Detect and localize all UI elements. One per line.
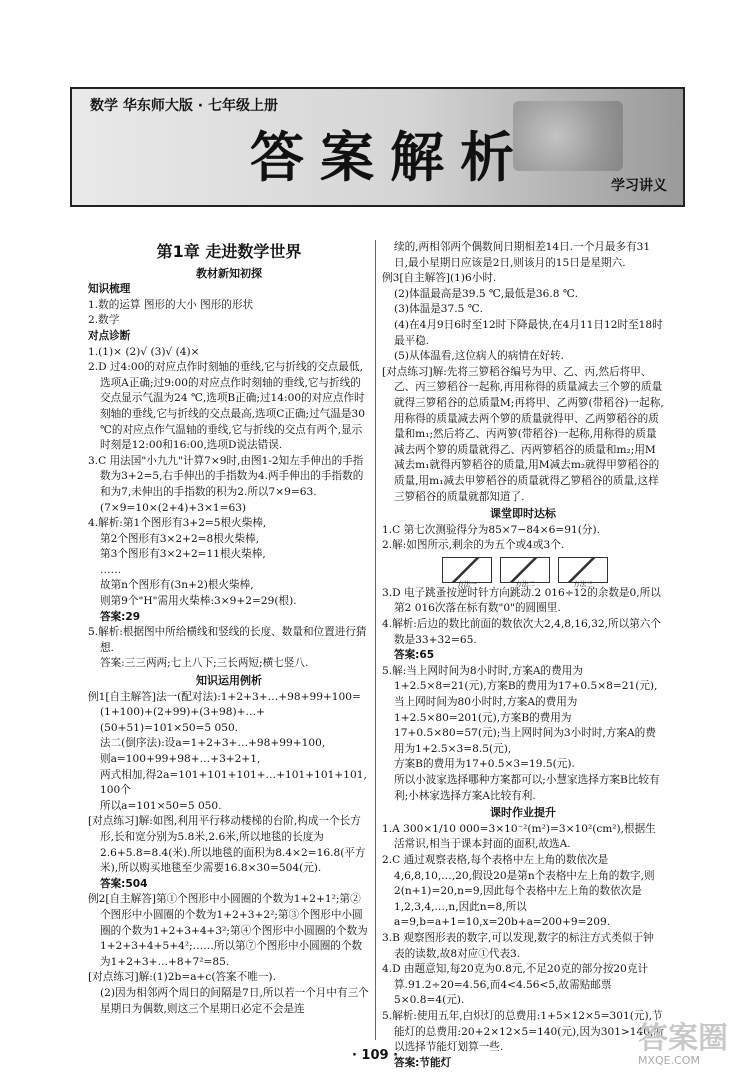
text-block [88,282,370,672]
text-block [382,523,664,554]
text-line: [对点练习]解:先将三箩稻谷编号为甲、乙、丙,然后将甲、乙、丙三箩稻谷一起称,再用称得的质量减去三个箩的质量就得三箩稻谷的总质量M;再将甲、乙两箩(带稻谷)一起称,用称得的质量减去两个箩的质量就得甲、乙两箩稻谷的质量和m₁;然后将乙、丙两箩(带稻谷)一起称,用称得的质量减去两个箩的质量就得乙、丙两箩稻谷的质量和m₂;用M减去m₁就得丙箩稻谷的质量,用M减去m₂就得甲箩稻谷的质量,用m₁减去甲箩稻谷的质量就得乙箩稻谷的质量,这样三箩稻谷的质量就都知道了. [382,365,664,503]
text-line: 两式相加,得2a=101+101+101+…+101+101+101, [100,768,367,781]
method-figure [500,557,550,589]
text-line: 第3个图形有3×2+2=11根火柴棒, [100,548,266,561]
text-line: (2)体温最高是39.5 ℃,最低是36.8 ℃. [394,287,579,300]
text-line: …… [100,563,122,576]
text-line: 5.解析:根据图中所给横线和竖线的长度、数量和位置进行猜想. [88,626,367,654]
text-line: 例2[自主解答]第①个图形中小圆圈的个数为1+2+1²;第②个图形中小圆圈的个数为1+2+3+2²;第③个图形中小圆圈的个数为1+2+3+4+3²;第④个图形中小圆圈的个数为1+2+3+4+5+4²;……所以第⑦个图形中小圆圈的个数为1+2+3+…+8+7²=85. [88,893,368,968]
method-label: 方法三 [573,580,593,589]
section-heading: 课堂即时达标 [490,507,556,521]
left-column [88,240,370,1017]
text-line: (2)因为相邻两个周日的间隔是7日,所以若一个月中有三个星期日为偶数,则这三个星期日必定不会是连 [100,986,369,1015]
text-line: 4.D 由题意知,每20克为0.8元,不足20克的部分按20克计算.91.2÷20=4.56,而4<4.56<5,故需贴邮票5×0.8=4(元). [382,963,649,1007]
text-block [382,240,664,505]
section-heading: 教材新知初探 [196,266,262,280]
text-line: 知识梳理 [88,283,131,296]
text-line: 3.B 观察图形表的数字,可以发现,数字的标注方式类似于钟表的读数,故8对应①代表3. [382,931,654,960]
chapter-title: 第1章 走进数学世界 [156,242,302,261]
text-block [382,822,664,1072]
method-figure [442,557,492,589]
text-line: 所以a=101×50=5 050. [100,799,222,812]
text-line: 答案:504 [100,877,148,890]
text-block [382,586,664,804]
watermark-url: MXQE.COM [638,1054,700,1067]
text-line: 1.(1)× (2)√ (3)√ (4)× [88,345,200,358]
text-line: 1.数的运算 图形的大小 图形的形状 [88,298,254,311]
text-line: 2.C 通过观察表格,每个表格中左上角的数依次是4,6,8,10,…,20,假设20是第n个表格中左上角的数字,则2(n+1)=20,n=9,因此每个表格中左上角的数依次是1,2,3,4,…,n,因此n=8,所以a=9,b=a+1=10,x=20b+a=200+9=209. [382,853,655,929]
text-line: 答案:65 [394,649,435,662]
method-figures [442,557,664,589]
text-line: [对点练习]解:(1)2b=a+c(答案不唯一). [88,971,276,984]
method-figure [558,557,608,589]
text-line: 第2个图形有3×2+2=8根火柴棒, [100,532,260,545]
section-heading: 课时作业提升 [490,806,556,820]
text-line: 3.D 电子跳蚤按逆时针方向跳动.2 016÷12的余数是0,所以第2 016次落在标有数"0"的圆圈里. [382,586,661,615]
text-line: 5.解析:使用五年,白炽灯的总费用:1+5×12×5=301(元),节能灯的总费用:20+2×12×5=140(元),因为301>140,所以选择节能灯划算一些. [382,1009,664,1054]
method-label: 方法二 [515,580,535,589]
book-subject: 数学 华东师大版 · 七年级上册 [90,98,278,114]
text-line: 续的,两相邻两个偶数间日期相差14日.一个月最多有31日,最小星期日应该是2日,则该月的15日是星期六. [394,241,651,269]
text-line: 则第9个"H"需用火柴棒:3×9+2=29(根). [100,595,297,608]
text-line: 所以小波家选择哪种方案都可以;小慧家选择方案B比较有利;小林家选择方案A比较有利. [394,774,660,802]
text-line: 例1[自主解答]法一(配对法):1+2+3+…+98+99+100=(1+100)+(2+99)+(3+98)+…+(50+51)=101×50=5 050. [88,690,361,734]
watermark-logo: 答案圈 [638,1021,728,1056]
series-label: 学习讲义 [611,178,667,194]
right-column [382,240,664,1071]
watermark [638,1021,728,1067]
text-line: 例3[自主解答](1)6小时. [382,272,497,285]
text-line: (3)体温是37.5 ℃. [394,303,483,316]
text-line: 1.A 300×1/10 000=3×10⁻²(m²)=3×10²(cm²),根据生活常识,相当于课本封面的面积,故选A. [382,822,656,851]
text-line: 答案:节能灯 [394,1056,452,1069]
text-line: 100个 [100,784,131,797]
text-line: [对点练习]解:如图,利用平行移动楼梯的台阶,构成一个长方形,长和宽分别为5.8米,2.6米,所以地毯的长度为2.6+5.8=8.4(米).所以地毯的面积为8.4×2=16.8(平方米),所以购买地毯至少需要16.8×30=504(元). [88,815,366,875]
text-line: 答案:三三两两;七上八下;三长两短;横七竖八. [100,657,309,670]
text-line: 2.数学 [88,314,120,327]
section-heading: 知识运用例析 [196,674,262,688]
text-line: 故第n个图形有(3n+2)根火柴棒, [100,579,254,592]
column-divider [375,240,376,1040]
text-line: (4)在4月9日6时至12时下降最快,在4月11日12时至18时最平稳. [394,318,663,347]
text-block [88,690,370,1017]
title-banner [70,87,685,207]
text-line: 2.D 过4:00的对应点作时刻轴的垂线,它与折线的交点最低,选项A正确;过9:00的对应点作时刻轴的垂线,它与折线的交点显示气温为24 ℃,选项B正确;过14:00的对应点作时刻轴的垂线,它与折线的交点最高,选项C正确;过气温是30 ℃的对应点作气温轴的垂线,它与折线的交点有两个,显示时刻是12:00和16:00,选项D说法错误. [88,361,365,452]
page-number: · 109 · [351,1048,399,1063]
method-label: 方法一 [457,580,477,589]
text-line: 3.C 用法国"小九九"计算7×9时,由图1-2知左手伸出的手指数为3+2=5,右手伸出的手指数为4.两手伸出的手指数的和为7,未伸出的手指数的积为2.所以7×9=63.(7×9=10×(2+4)+3×1=63) [88,454,364,514]
text-line: (5)从体温看,这位病人的病情在好转. [394,350,565,363]
text-line: 对点诊断 [88,329,131,342]
text-line: 则a=100+99+98+…+3+2+1, [100,753,261,765]
text-line: 2.解:如图所示,剩余的为五个或4或3个. [382,539,565,552]
text-line: 4.解析:第1个图形有3+2=5根火柴棒, [88,517,267,530]
text-line: 4.解析:后边的数比前面的数依次大2,4,8,16,32,所以第六个数是33+32=65. [382,618,661,646]
text-line: 方案B的费用为17+0.5×3=19.5(元). [394,758,575,771]
text-line: 法二(倒序法):设a=1+2+3+…+98+99+100, [100,737,326,750]
text-line: 5.解:当上网时间为8小时时,方案A的费用为1+2.5×8=21(元),方案B的费用为17+0.5×8=21(元),当上网时间为80小时时,方案A的费用为1+2.5×80=201(元),方案B的费用为17+0.5×80=57(元);当上网时间为3小时时,方案A的费用为1+2.5×3=8.5(元), [382,664,658,755]
page-title: 答案解析 [250,126,530,189]
text-line: 1.C 第七次测验得分为85×7−84×6=91(分). [382,523,600,536]
text-line: 答案:29 [100,610,141,623]
